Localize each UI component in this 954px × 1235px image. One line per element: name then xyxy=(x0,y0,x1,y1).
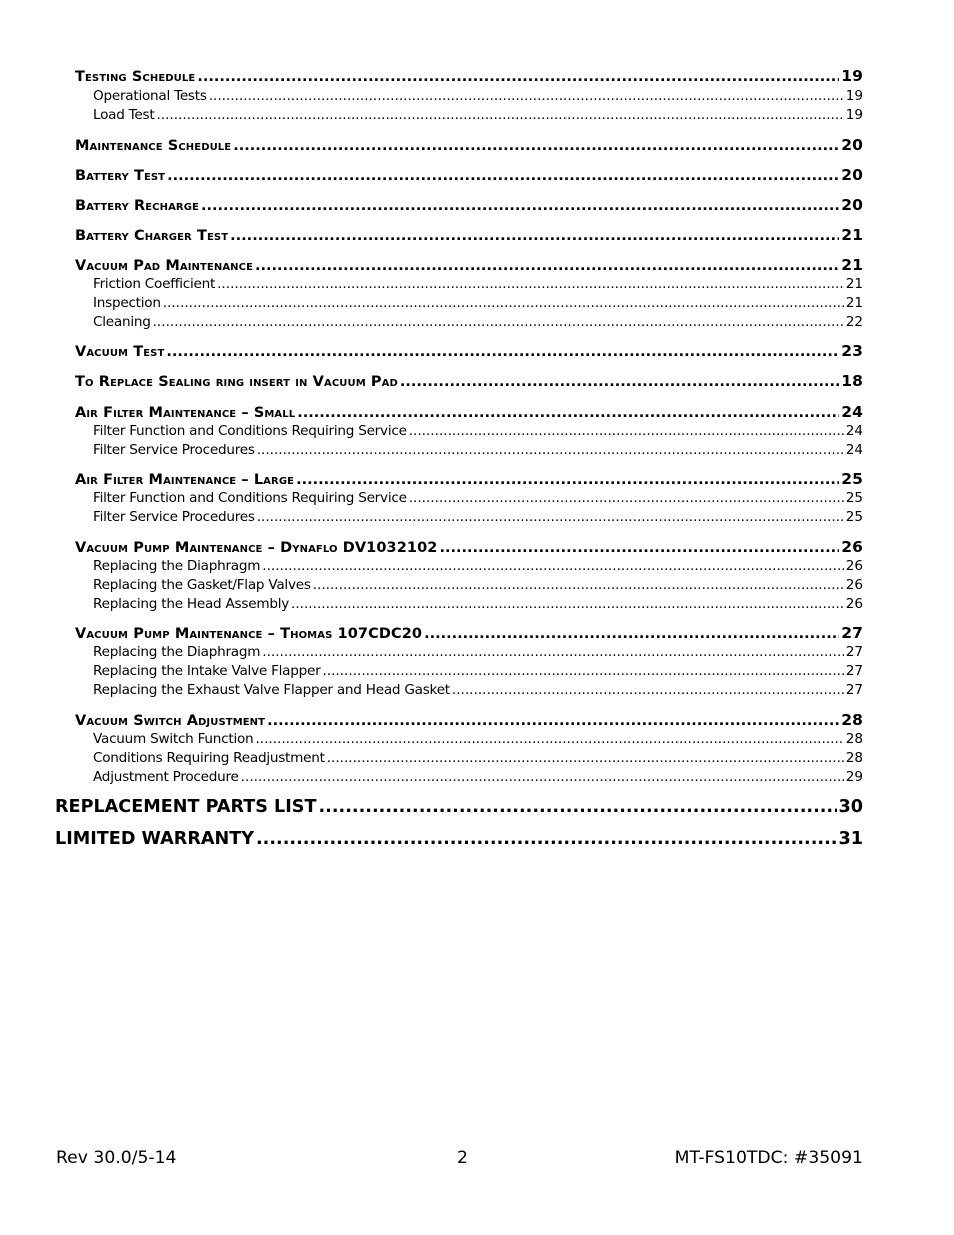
dot-leader xyxy=(233,138,839,154)
toc-entry[interactable] xyxy=(75,403,863,421)
dot-leader xyxy=(255,258,839,274)
toc-entry-title: Vacuum Pump Maintenance – Dynaflo DV1032102 xyxy=(75,540,438,556)
dot-leader xyxy=(201,198,839,214)
dot-leader xyxy=(409,490,844,506)
dot-leader xyxy=(327,750,844,766)
toc-entry[interactable] xyxy=(75,166,863,184)
dot-leader xyxy=(156,107,843,123)
toc-entry-page: 26 xyxy=(845,577,863,593)
dot-leader xyxy=(167,168,839,184)
dot-leader xyxy=(296,472,839,488)
toc-subentry[interactable] xyxy=(93,107,863,123)
toc-entry[interactable] xyxy=(55,829,863,849)
toc-subentry[interactable] xyxy=(93,663,863,679)
toc-entry-page: 21 xyxy=(841,256,863,274)
dot-leader xyxy=(163,295,844,311)
toc-entry-title: Load Test xyxy=(93,107,155,123)
toc-entry[interactable] xyxy=(75,136,863,154)
toc-entry-title: LIMITED WARRANTY xyxy=(55,829,254,849)
dot-leader xyxy=(322,663,843,679)
toc-entry-title: Filter Function and Conditions Requiring Service xyxy=(93,490,407,506)
dot-leader xyxy=(230,228,839,244)
toc-entry[interactable] xyxy=(75,342,863,360)
toc-entry-title: Maintenance Schedule xyxy=(75,138,232,154)
toc-entry-page: 26 xyxy=(845,596,863,612)
toc-entry-page: 25 xyxy=(845,490,863,506)
dot-leader xyxy=(452,682,844,698)
toc-entry-title: Conditions Requiring Readjustment xyxy=(93,750,325,766)
toc-entry-page: 19 xyxy=(841,67,863,85)
revision-label: Rev 30.0/5-14 xyxy=(56,1148,177,1168)
toc-entry-title: Vacuum Pad Maintenance xyxy=(75,258,254,274)
toc-subentry[interactable] xyxy=(93,769,863,785)
toc-entry-title: Replacing the Exhaust Valve Flapper and Head Gasket xyxy=(93,682,450,698)
toc-entry-page: 25 xyxy=(845,509,863,525)
toc-entry-page: 26 xyxy=(845,558,863,574)
toc-entry[interactable] xyxy=(75,624,863,642)
toc-entry-title: Battery Test xyxy=(75,168,166,184)
toc-entry[interactable] xyxy=(75,538,863,556)
toc-entry-page: 29 xyxy=(845,769,863,785)
toc-entry-title: Vacuum Switch Adjustment xyxy=(75,713,266,729)
dot-leader xyxy=(313,577,844,593)
toc-entry-page: 28 xyxy=(845,731,863,747)
toc-entry-page: 24 xyxy=(841,403,863,421)
toc-entry-page: 27 xyxy=(845,644,863,660)
toc-entry-title: REPLACEMENT PARTS LIST xyxy=(55,797,317,817)
toc-entry-page: 26 xyxy=(841,538,863,556)
toc-entry[interactable] xyxy=(75,67,863,85)
toc-entry-page: 31 xyxy=(838,829,863,849)
toc-entry-title: Filter Function and Conditions Requiring Service xyxy=(93,423,407,439)
toc-entry[interactable] xyxy=(75,372,863,390)
dot-leader xyxy=(217,276,844,292)
toc-entry-title: Battery Charger Test xyxy=(75,228,229,244)
toc-entry-page: 19 xyxy=(845,107,863,123)
toc-entry[interactable] xyxy=(75,256,863,274)
toc-entry-page: 27 xyxy=(845,682,863,698)
toc-entry[interactable] xyxy=(75,196,863,214)
toc-entry-page: 22 xyxy=(845,314,863,330)
toc-entry-page: 27 xyxy=(841,624,863,642)
toc-entry-page: 20 xyxy=(841,166,863,184)
toc-entry-page: 24 xyxy=(845,442,863,458)
toc-entry-title: Vacuum Test xyxy=(75,344,165,360)
toc-entry-page: 25 xyxy=(841,470,863,488)
dot-leader xyxy=(257,509,844,525)
toc-entry-title: Filter Service Procedures xyxy=(93,442,255,458)
dot-leader xyxy=(241,769,844,785)
toc-entry-title: Replacing the Diaphragm xyxy=(93,558,261,574)
toc-entry-page: 21 xyxy=(841,226,863,244)
toc-entry[interactable] xyxy=(75,470,863,488)
dot-leader xyxy=(318,797,836,817)
toc-subentry[interactable] xyxy=(93,295,863,311)
toc-subentry[interactable] xyxy=(93,596,863,612)
toc-entry-title: Cleaning xyxy=(93,314,151,330)
dot-leader xyxy=(262,644,843,660)
toc-entry-page: 21 xyxy=(845,276,863,292)
toc-subentry[interactable] xyxy=(93,644,863,660)
toc-entry-title: Air Filter Maintenance – Large xyxy=(75,472,295,488)
page-number: 2 xyxy=(457,1148,468,1168)
toc-entry-title: Air Filter Maintenance – Small xyxy=(75,405,296,421)
toc-entry-title: Replacing the Diaphragm xyxy=(93,644,261,660)
toc-entry-title: Replacing the Head Assembly xyxy=(93,596,290,612)
toc-entry-title: To Replace Sealing ring insert in Vacuum Pad xyxy=(75,374,398,390)
toc-entry-title: Battery Recharge xyxy=(75,198,199,214)
toc-entry-title: Replacing the Intake Valve Flapper xyxy=(93,663,321,679)
toc-entry-page: 20 xyxy=(841,136,863,154)
dot-leader xyxy=(439,540,839,556)
toc-entry-page: 28 xyxy=(845,750,863,766)
page-footer xyxy=(0,1148,954,1178)
toc-subentry[interactable] xyxy=(93,577,863,593)
dot-leader xyxy=(257,442,844,458)
toc-subentry[interactable] xyxy=(93,731,863,747)
toc-entry-title: Adjustment Procedure xyxy=(93,769,239,785)
toc-entry-page: 30 xyxy=(838,797,863,817)
toc-entry[interactable] xyxy=(75,711,863,729)
dot-leader xyxy=(197,69,839,85)
toc-subentry[interactable] xyxy=(93,276,863,292)
toc-subentry[interactable] xyxy=(93,314,863,330)
dot-leader xyxy=(166,344,839,360)
dot-leader xyxy=(297,405,839,421)
toc-entry-title: Filter Service Procedures xyxy=(93,509,255,525)
toc-entry-page: 19 xyxy=(845,88,863,104)
toc-entry-title: Operational Tests xyxy=(93,88,207,104)
toc-entry-page: 21 xyxy=(845,295,863,311)
dot-leader xyxy=(424,626,839,642)
dot-leader xyxy=(291,596,844,612)
toc-entry-title: Vacuum Switch Function xyxy=(93,731,254,747)
toc-entry-title: Testing Schedule xyxy=(75,69,196,85)
toc-entry-title: Replacing the Gasket/Flap Valves xyxy=(93,577,311,593)
toc-subentry[interactable] xyxy=(93,423,863,439)
toc-subentry[interactable] xyxy=(93,442,863,458)
dot-leader xyxy=(400,374,839,390)
toc-subentry[interactable] xyxy=(93,750,863,766)
dot-leader xyxy=(209,88,844,104)
toc-entry-page: 27 xyxy=(845,663,863,679)
dot-leader xyxy=(255,731,843,747)
dot-leader xyxy=(409,423,844,439)
document-id: MT-FS10TDC: #35091 xyxy=(674,1148,863,1168)
toc-entry[interactable] xyxy=(55,797,863,817)
toc-entry-page: 23 xyxy=(841,342,863,360)
toc-entry-page: 28 xyxy=(841,711,863,729)
toc-entry[interactable] xyxy=(75,226,863,244)
toc-entry-page: 24 xyxy=(845,423,863,439)
toc-subentry[interactable] xyxy=(93,88,863,104)
toc-subentry[interactable] xyxy=(93,490,863,506)
toc-entry-title: Friction Coefficient xyxy=(93,276,216,292)
toc-entry-title: Vacuum Pump Maintenance – Thomas 107CDC20 xyxy=(75,626,423,642)
toc-subentry[interactable] xyxy=(93,509,863,525)
toc-subentry[interactable] xyxy=(93,558,863,574)
toc-entry-title: Inspection xyxy=(93,295,161,311)
dot-leader xyxy=(262,558,843,574)
dot-leader xyxy=(267,713,839,729)
toc-entry-page: 18 xyxy=(841,372,863,390)
dot-leader xyxy=(256,829,837,849)
toc-entry-page: 20 xyxy=(841,196,863,214)
dot-leader xyxy=(153,314,844,330)
toc-subentry[interactable] xyxy=(93,682,863,698)
